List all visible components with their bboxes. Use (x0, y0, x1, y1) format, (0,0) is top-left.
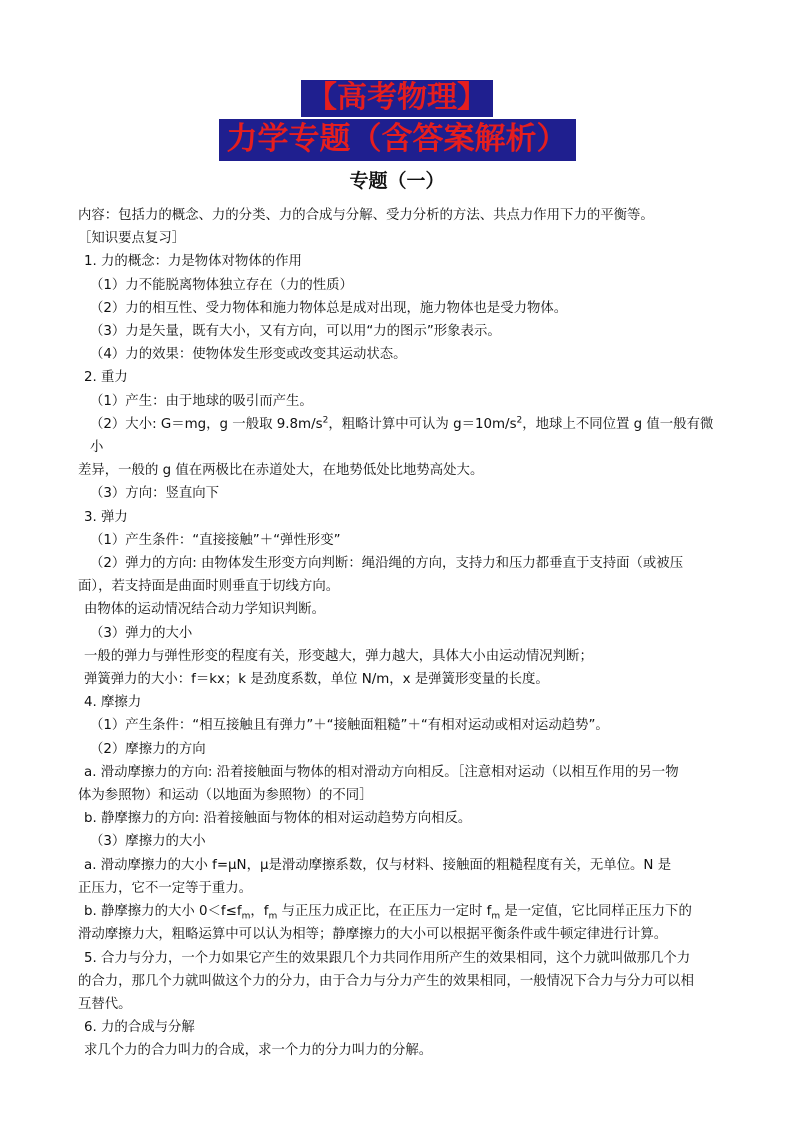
s2-2-sup-2: 2 (516, 415, 523, 426)
s2-2-text-b: ，粗略计算中可认为 g＝10m/s (328, 416, 517, 432)
section-4-item-2: （2）摩擦力的方向 (90, 741, 206, 757)
section-4-item-3-b (78, 900, 720, 923)
section-3-item-3-b: 弹簧弹力的大小：f＝kx；k 是劲度系数，单位 N/m，x 是弹簧形变量的长度。 (84, 672, 549, 688)
section-4-item-2-a: a. 滑动摩擦力的方向: 沿着接触面与物体的相对滑动方向相反。［注意相对运动（以相互作用的另一物 (84, 764, 679, 780)
s2-2-sup-1: 2 (322, 415, 329, 426)
s4-3b-text-d: 是一定值，它比同样正压力下的 (500, 904, 692, 920)
section-5-text: 5. 合力与分力，一个力如果它产生的效果跟几个力共同作用所产生的效果相同，这个力就叫做那几个力 (84, 950, 691, 966)
title-banner-line2: 力学专题（含答案解析） (219, 119, 576, 161)
section-2-item-2-cont: 差异，一般的 g 值在两极比在赤道处大，在地势低处比地势高处大。 (78, 463, 484, 479)
s4-3b-sub-3: m (491, 911, 501, 922)
s4-3b-text-a: b. 静摩擦力的大小 0＜f≤f (84, 904, 242, 920)
section-3-item-2-note: 由物体的运动情况结合动力学知识判断。 (84, 602, 326, 618)
review-heading: ［知识要点复习］ (78, 231, 186, 247)
section-4-item-3-b-cont: 滑动摩擦力大，粗略运算中可以认为相等；静摩擦力的大小可以根据平衡条件或牛顿定律进行计算。 (78, 927, 668, 943)
title-block (0, 80, 794, 161)
section-1-item-2: （2）力的相互性、受力物体和施力物体总是成对出现，施力物体也是受力物体。 (90, 300, 568, 316)
title-banner-line1: 【高考物理】 (301, 80, 493, 117)
section-1-item-4: （4）力的效果：使物体发生形变或改变其运动状态。 (90, 347, 407, 363)
section-3-item-3: （3）弹力的大小 (90, 625, 193, 641)
section-4-item-2-b: b. 静摩擦力的方向: 沿着接触面与物体的相对运动趋势方向相反。 (84, 811, 472, 827)
s2-2-text-c: ，地球上不同位置 g 值一般有微小 (90, 416, 714, 456)
s2-2-text-a: （2）大小: G＝mg，g 一般取 9.8m/s (90, 416, 323, 432)
section-1-item-3: （3）力是矢量，既有大小，又有方向，可以用“力的图示”形象表示。 (90, 324, 501, 340)
section-1-title: 1. 力的概念：力是物体对物体的作用 (84, 254, 302, 270)
section-5-cont-1: 的合力，那几个力就叫做这个力的分力，由于合力与分力产生的效果相同，一般情况下合力与分力可以相 (78, 973, 694, 989)
section-2-item-2 (78, 413, 720, 459)
section-6-title: 6. 力的合成与分解 (84, 1020, 195, 1036)
section-4-item-3-a-cont: 正压力，它不一定等于重力。 (78, 880, 253, 896)
section-4-title: 4. 摩擦力 (84, 695, 142, 711)
s4-3b-text-b: ，f (250, 904, 269, 920)
section-3-item-3-a: 一般的弹力与弹性形变的程度有关，形变越大，弹力越大，具体大小由运动情况判断； (84, 648, 593, 664)
section-3-item-2: （2）弹力的方向: 由物体发生形变方向判断：绳沿绳的方向，支持力和压力都垂直于支持面（或被压 (90, 556, 684, 572)
section-1-item-1: （1）力不能脱离物体独立存在（力的性质） (90, 277, 353, 293)
section-2-title: 2. 重力 (84, 370, 128, 386)
section-5-cont-2: 互替代。 (78, 996, 132, 1012)
section-3-item-2-cont: 面），若支持面是曲面时则垂直于切线方向。 (78, 579, 340, 595)
intro-paragraph: 内容：包括力的概念、力的分类、力的合成与分解、受力分析的方法、共点力作用下力的平衡等。 (78, 208, 654, 223)
s4-3b-sub-1: m (241, 911, 251, 922)
section-4-item-2-a-cont: 体为参照物）和运动（以地面为参照物）的不同］ (78, 788, 373, 804)
s4-3b-text-c: 与正压力成正比，在正压力一定时 f (277, 904, 492, 920)
document-body (78, 204, 720, 1063)
s4-3b-sub-2: m (268, 911, 278, 922)
section-4-item-3: （3）摩擦力的大小 (90, 834, 206, 850)
section-3-title: 3. 弹力 (84, 509, 128, 525)
section-6-item-1: 求几个力的合力叫力的合成，求一个力的分力叫力的分解。 (84, 1043, 433, 1059)
section-3-item-1: （1）产生条件：“直接接触”＋“弹性形变” (90, 532, 341, 548)
section-4-item-1: （1）产生条件：“相互接触且有弹力”＋“接触面粗糙”＋“有相对运动或相对运动趋势”。 (90, 718, 609, 734)
section-2-item-3: （3）方向：竖直向下 (90, 486, 220, 502)
section-2-item-1: （1）产生：由于地球的吸引而产生。 (90, 393, 313, 409)
page-subtitle: 专题（一） (349, 170, 445, 192)
section-4-item-3-a: a. 滑动摩擦力的大小 f=μN，μ是滑动摩擦系数，仅与材料、接触面的粗糙程度有关，无单位。N 是 (84, 857, 672, 873)
